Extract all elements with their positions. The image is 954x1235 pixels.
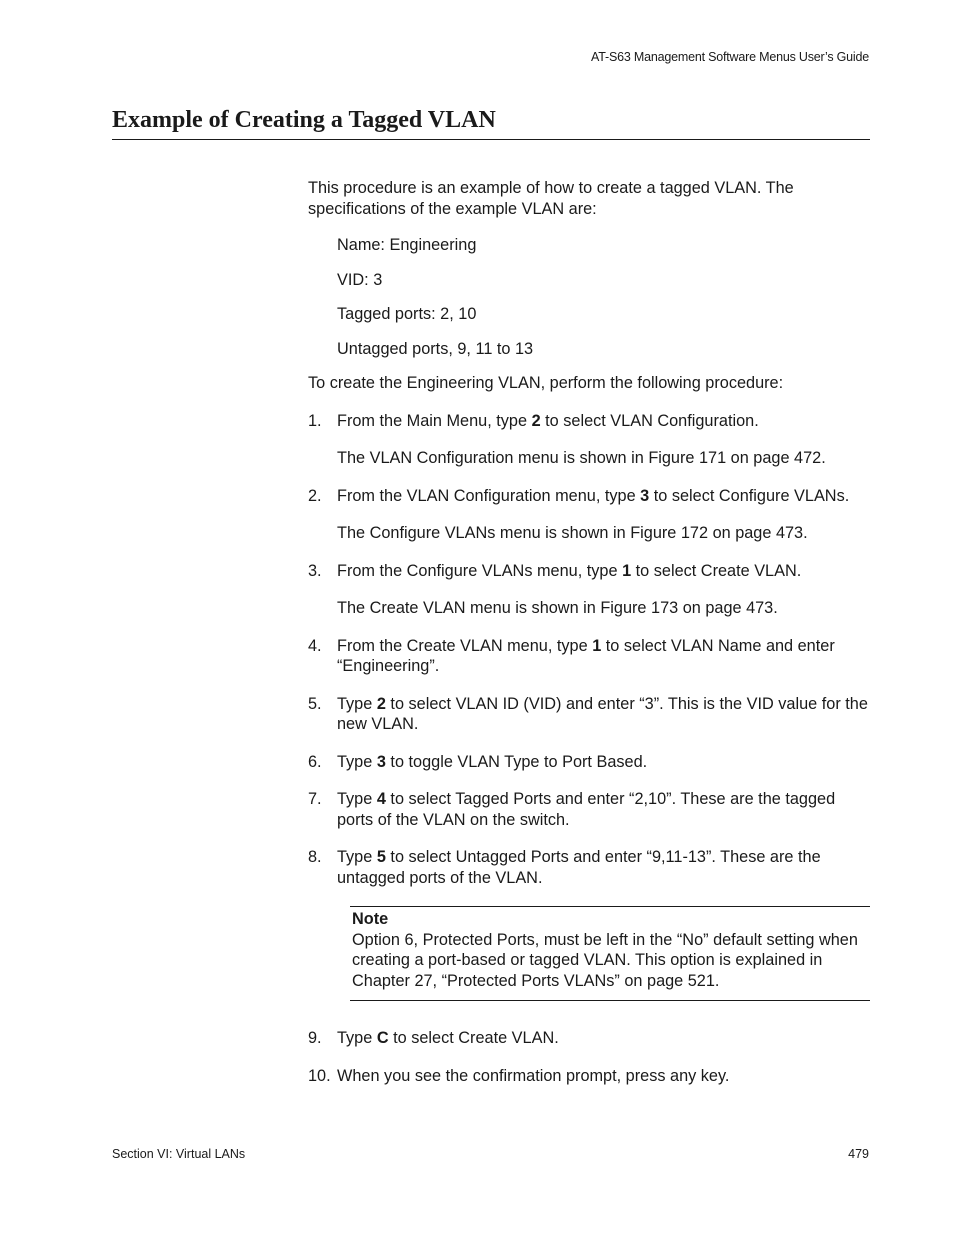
- footer-section: Section VI: Virtual LANs: [112, 1147, 246, 1161]
- menu-key: 1: [592, 636, 602, 655]
- step-number: 3.: [308, 561, 322, 580]
- menu-key: 1: [622, 561, 632, 580]
- step-6: [308, 752, 870, 773]
- step-4: [308, 636, 870, 677]
- step-8: [308, 847, 870, 888]
- body-text: [308, 178, 870, 1103]
- vlan-spec-list: [308, 235, 870, 359]
- note-title: Note: [352, 910, 389, 928]
- step-number: 5.: [308, 694, 322, 713]
- step-instruction: Type 2 to select VLAN ID (VID) and enter “3”. This is the VID value for the new VLAN.: [337, 694, 868, 733]
- step-instruction: Type 5 to select Untagged Ports and enter “9,11-13”. These are the untagged ports of the VLAN.: [337, 848, 821, 887]
- page-number: 479: [848, 1147, 869, 1161]
- step-2: [308, 486, 870, 544]
- menu-key: 2: [376, 694, 386, 713]
- spec-tagged-ports: Tagged ports: 2, 10: [337, 305, 477, 323]
- step-1: [308, 411, 870, 469]
- step-3: [308, 561, 870, 619]
- menu-key: 3: [640, 486, 650, 505]
- menu-key: 3: [376, 752, 386, 771]
- note-text: Option 6, Protected Ports, must be left in the “No” default setting when creating a port-based or tagged VLAN. This option is explained in Chapter 27, “Protected Ports VLANs” on page 521.: [352, 930, 858, 990]
- menu-key: 5: [376, 848, 386, 866]
- step-number: 10.: [308, 1066, 331, 1085]
- step-number: 8.: [308, 848, 322, 866]
- section-title: Example of Creating a Tagged VLAN: [112, 106, 870, 140]
- step-instruction: From the VLAN Configuration menu, type 3 to select Configure VLANs.: [337, 486, 850, 505]
- step-instruction: From the Configure VLANs menu, type 1 to select Create VLAN.: [337, 561, 802, 580]
- menu-key: C: [376, 1029, 389, 1047]
- step-result: The Create VLAN menu is shown in Figure 173 on page 473.: [337, 599, 778, 617]
- spec-vid: VID: 3: [337, 270, 383, 289]
- step-9: [308, 1028, 870, 1049]
- step-number: 1.: [308, 411, 322, 430]
- step-instruction: From the Main Menu, type 2 to select VLAN Configuration.: [337, 411, 759, 430]
- step-number: 6.: [308, 752, 322, 771]
- note-box: [350, 906, 870, 1001]
- step-instruction: When you see the confirmation prompt, press any key.: [337, 1066, 730, 1085]
- step-instruction: Type 4 to select Tagged Ports and enter “2,10”. These are the tagged ports of the VLAN on the switch.: [337, 790, 836, 829]
- running-header: AT-S63 Management Software Menus User’s Guide: [591, 50, 869, 64]
- step-instruction: Type C to select Create VLAN.: [337, 1029, 559, 1047]
- step-10: [308, 1066, 870, 1087]
- intro-paragraph: This procedure is an example of how to create a tagged VLAN. The specifications of the example VLAN are:: [308, 179, 794, 218]
- step-5: [308, 694, 870, 735]
- step-number: 9.: [308, 1029, 322, 1047]
- menu-key: 2: [531, 411, 541, 430]
- step-number: 7.: [308, 790, 322, 808]
- step-7: [308, 789, 870, 830]
- step-number: 4.: [308, 636, 322, 655]
- step-number: 2.: [308, 486, 322, 505]
- step-result: The Configure VLANs menu is shown in Figure 172 on page 473.: [337, 524, 808, 542]
- spec-untagged-ports: Untagged ports, 9, 11 to 13: [337, 339, 534, 358]
- menu-key: 4: [376, 790, 386, 808]
- step-instruction: From the Create VLAN menu, type 1 to select VLAN Name and enter “Engineering”.: [337, 636, 835, 675]
- procedure-lead: To create the Engineering VLAN, perform the following procedure:: [308, 374, 784, 392]
- step-instruction: Type 3 to toggle VLAN Type to Port Based.: [337, 752, 648, 771]
- procedure-steps: [308, 411, 870, 1087]
- step-result: The VLAN Configuration menu is shown in Figure 171 on page 472.: [337, 449, 826, 467]
- spec-name: Name: Engineering: [337, 236, 477, 254]
